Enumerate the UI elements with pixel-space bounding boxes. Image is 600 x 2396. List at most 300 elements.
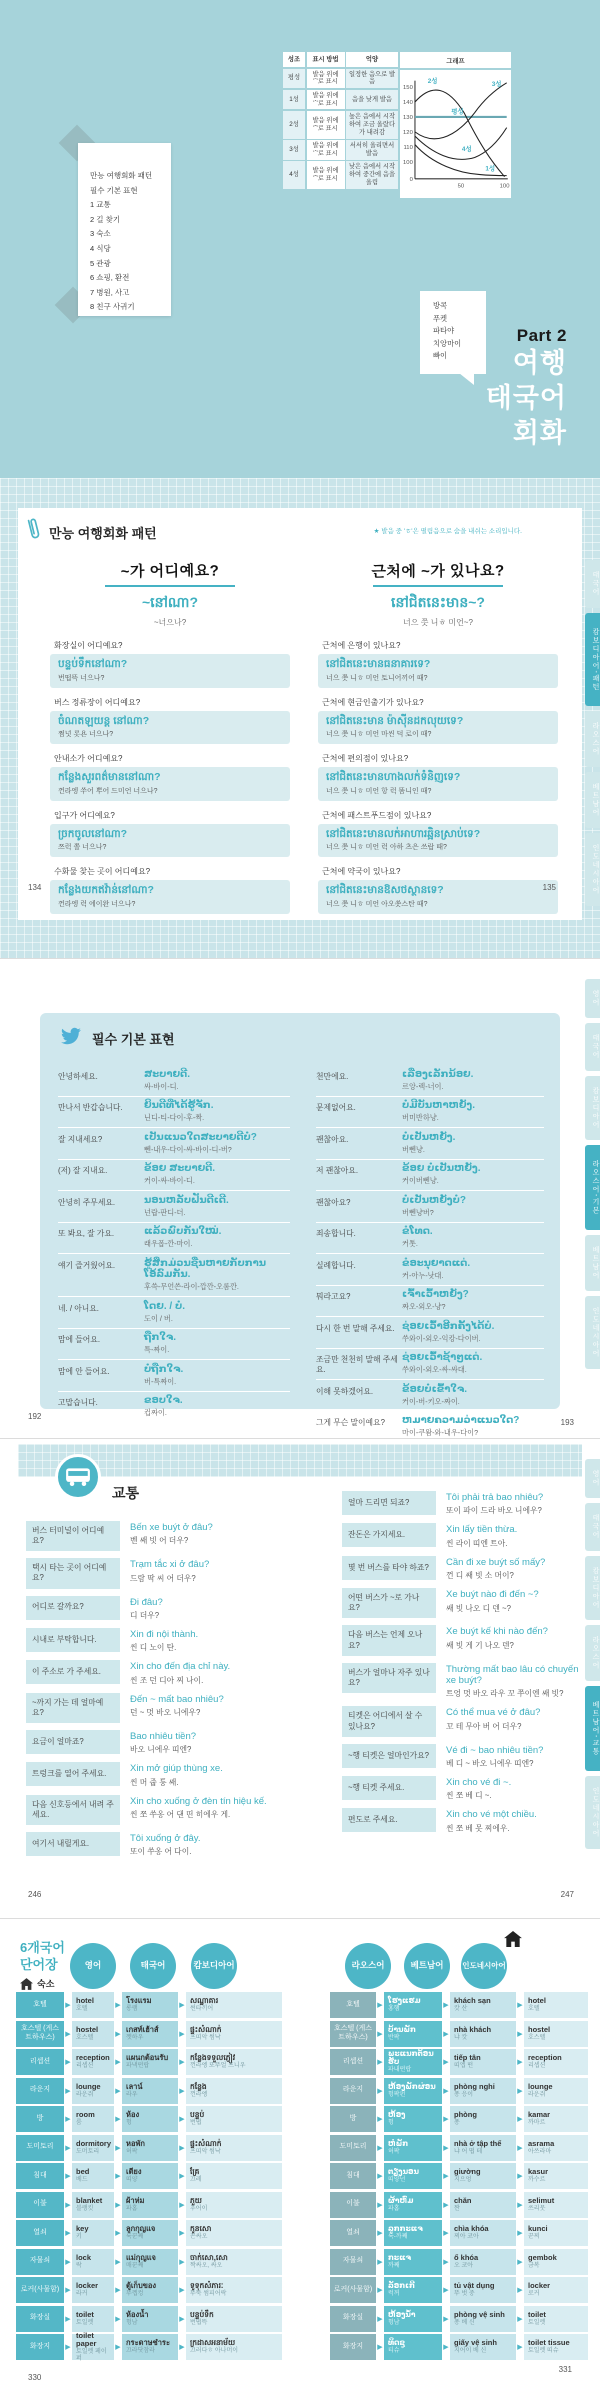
phrase-native: ບໍ່ມີບັນຫາຫຍັງ.: [402, 1100, 476, 1111]
tone-desc-cell: 일정한 음으로 발음: [346, 69, 398, 89]
arrow-icon: ▶: [65, 2002, 71, 2009]
vocab-cell: [450, 2049, 516, 2075]
vocab-word: ລູກກະແຈ: [388, 2224, 423, 2234]
vocab-pron: 리셉션: [528, 2063, 546, 2070]
vocab-pron: 허팍: [388, 2148, 400, 2155]
phrase-native: ເຈົ້າເວົ້າຫຍັງ?: [402, 1289, 469, 1300]
arrow-icon: ▶: [179, 2002, 185, 2009]
phrase-korean-box: ~까지 가는 데 얼마예요?: [26, 1693, 120, 1723]
vocab-pron: 꾼찌: [528, 2234, 540, 2241]
phrase-item: [318, 753, 558, 801]
vocab-cell: [450, 2163, 516, 2189]
phrase-pron: 쌔 빗 게 기 나오 덴?: [446, 1640, 514, 1650]
vocab-cell: [122, 1992, 178, 2018]
edge-tab-영어: 영어: [585, 979, 600, 1018]
vocab-cell: [384, 2106, 442, 2132]
phrase-item: [50, 810, 290, 858]
phrase-native: Thường mất bao lâu có chuyến xe buýt?: [446, 1663, 579, 1687]
vocab-cell: [384, 2163, 442, 2189]
vocab-pron: 끄러다ㅎ 아나머이: [190, 2348, 239, 2355]
phrase-native: ເລື່ອງເລັກນ້ອຍ.: [402, 1068, 474, 1080]
phrase-pron: 씬 조 던 디아 찌 나이.: [130, 1675, 204, 1685]
vocab-pron: 끄라닷참라: [126, 2348, 155, 2355]
phrase-row: [58, 1297, 290, 1329]
arrow-icon: ▶: [377, 2230, 383, 2237]
phrase-korean: 네. / 아니요.: [58, 1303, 99, 1313]
arrow-icon: ▶: [65, 2116, 71, 2123]
phrase-korean-box: 편도로 주세요.: [342, 1808, 436, 1832]
vocab-pron: 파내떤랍: [388, 2067, 412, 2074]
vocab-cell: [186, 2249, 282, 2275]
vocab-word: lock: [76, 2252, 92, 2262]
phrase-native: ចំណតឡយន្ត នៅណា?: [58, 714, 150, 727]
arrow-icon: ▶: [377, 2002, 383, 2009]
vocab-pron: 까수르: [528, 2177, 546, 2184]
part-title-block: [486, 326, 567, 451]
phrase-korean: 뭐라고요?: [316, 1292, 351, 1301]
vocab-row: [16, 2330, 282, 2362]
arrow-icon: ▶: [443, 2315, 449, 2323]
phrase-pron: 커이버뻰냥.: [402, 1176, 439, 1185]
tone-table-header: 억양: [346, 52, 398, 67]
phrase-row: [26, 1730, 294, 1755]
vocab-row: [330, 2277, 588, 2303]
vocab-korean: 화장지: [330, 2334, 376, 2360]
phrase-pron: 버뻰냥버?: [402, 1207, 434, 1217]
vocab-word: ភួយ: [190, 2195, 202, 2205]
phrase-row: [342, 1663, 580, 1700]
vocab-korean: 화장실: [330, 2306, 376, 2332]
page-number: 247: [560, 1890, 574, 1899]
phrase-translation: [130, 1795, 267, 1820]
pattern-header-pron: 너으 쯧 니ㅎ 미언~?: [403, 618, 473, 627]
phrase-row: [316, 1317, 544, 1349]
phrase-korean: 근처에 편의점이 있나요?: [322, 754, 409, 764]
arrow-icon: ▶: [65, 2230, 71, 2237]
vocab-cell: [122, 2220, 178, 2246]
vocab-word: hotel: [528, 1996, 546, 2006]
vocab-cell: [450, 2021, 516, 2047]
phrase-native: ຂໍໂທດ.: [402, 1226, 433, 1237]
vocab-cell: [186, 2078, 282, 2104]
vocab-cell: [72, 2220, 114, 2246]
vocab-word: blanket: [76, 2195, 103, 2205]
part-title-line: 회화: [512, 418, 567, 448]
phrase-row: [342, 1523, 580, 1548]
vocab-word: ຜ້າຫົ່ມ: [388, 2195, 414, 2205]
phrase-native: ແລ້ວພົບກັນໃໝ່.: [144, 1226, 222, 1237]
vocab-pron: 띠엡 떤: [454, 2063, 474, 2070]
vocab-row: [16, 2306, 282, 2332]
phrase-pron: 르앙-렉-너이.: [402, 1081, 444, 1091]
phrase-translation: [144, 1258, 290, 1293]
vocab-pron: 뚜 벗 중: [454, 2291, 475, 2298]
header-band: [18, 1444, 582, 1477]
vocab-pron: 퐁 응이: [454, 2091, 474, 2098]
arrow-icon: ▶: [377, 2030, 383, 2038]
vocab-cell: [186, 2334, 282, 2360]
vocab-row: [16, 2049, 282, 2075]
phrase-korean: 입구가 어디예요?: [54, 810, 115, 820]
tone-mark-cell: 발음 위에 'ˉ'로 표시: [307, 69, 345, 89]
bubble-line: 빠이: [433, 351, 448, 361]
phrase-korean: 문제없어요.: [316, 1103, 356, 1112]
vocab-row: [330, 2021, 588, 2047]
phrase-row: [316, 1065, 544, 1097]
vocab-cell: [72, 2330, 114, 2362]
phrase-row: [58, 1254, 290, 1297]
phrase-pron: 디 더우?: [130, 1610, 160, 1620]
page-surface: [18, 508, 582, 920]
vocab-pron: 룩-까째: [388, 2234, 408, 2241]
phrase-korean-box: 요금이 얼마죠?: [26, 1730, 120, 1754]
phrase-pron: 쩜넛 롯욘 너으나?: [58, 731, 114, 739]
phrase-native: Tôi phải trả bao nhiêu?: [446, 1492, 544, 1503]
vocab-row: [16, 2163, 282, 2189]
phrase-translation: [402, 1226, 433, 1249]
phrase-pron: 던 ~ 멋 바오 니에우?: [130, 1708, 201, 1718]
page-number: 331: [558, 2365, 572, 2374]
vocab-pron: 금복: [528, 2262, 540, 2269]
phrase-box: [318, 767, 558, 801]
vocab-pron: 썬타끼어: [190, 2006, 214, 2013]
phrase-pron: 또이 파이 드라 바오 니에우?: [446, 1506, 542, 1516]
vocab-word: key: [76, 2224, 89, 2234]
phrase-native: ຂອບໃຈ.: [144, 1395, 183, 1406]
header-underline: [373, 585, 503, 587]
vocab-word: แผนกต้อนรับ: [126, 2053, 169, 2063]
vocab-row: [330, 1992, 588, 2018]
tone-mark-cell: 발음 위에 'ˊ'로 표시: [307, 140, 345, 160]
vocab-cell: [122, 2277, 178, 2303]
phrase-korean-box: 티켓은 어디에서 살 수 있나요?: [342, 1706, 436, 1736]
phrase-native: Xin lấy tiền thừa.: [446, 1524, 518, 1536]
phrase-korean: 맘에 들어요.: [58, 1335, 100, 1344]
vocab-word: ổ khóa: [454, 2252, 479, 2262]
phrase-pron: 베 디 ~ 바오 니에우 띠엔?: [446, 1759, 534, 1769]
vocab-cell: [186, 2021, 282, 2047]
phrase-korean: 근처에 패스트푸드점이 있나요?: [322, 810, 432, 820]
phrase-native: Vé đi ~ bao nhiêu tiền?: [446, 1744, 544, 1756]
vocab-cell: [122, 2078, 178, 2104]
tone-mark-cell: 발음 위에 'ˇ'로 표시: [307, 161, 345, 189]
arrow-icon: ▶: [517, 2344, 523, 2351]
contents-line: 8 친구 사귀기: [90, 302, 135, 312]
tone-graph-header: 그래프: [400, 52, 511, 68]
phrase-pron: 꼬 테 무아 버 어 더우?: [446, 1721, 522, 1731]
phrase-row: [316, 1128, 544, 1160]
phrase-korean-box: 버스 터미널이 어디예요?: [26, 1521, 120, 1551]
basic-column-right: [316, 1065, 544, 1439]
vocab-cell: [186, 2192, 282, 2218]
phrase-translation: [402, 1289, 469, 1312]
vocab-pron: 라우: [126, 2091, 138, 2098]
phrase-korean-box: 몇 번 버스를 타야 하죠?: [342, 1556, 436, 1580]
phrase-pron: 도이 / 버.: [144, 1313, 173, 1323]
phrase-native: ບໍ່ຖືກໃຈ.: [144, 1363, 184, 1375]
vocab-cell: [524, 2306, 588, 2332]
phrase-row: [342, 1491, 580, 1516]
phrase-row: [316, 1254, 544, 1286]
vocab-word: ตู้เก็บของ: [126, 2281, 157, 2291]
vocab-cell: [450, 2277, 516, 2303]
arrow-icon: ▶: [443, 2087, 449, 2095]
vocab-pron: 껀라엥 또뚜얼 프니우: [190, 2063, 246, 2070]
phrase-pron: 벤 쌔 빗 어 더우?: [130, 1536, 189, 1546]
phrase-pron: 컵짜이.: [144, 1408, 167, 1417]
vocab-word: ទូទុកសំភារៈ: [190, 2281, 224, 2291]
contents-line: 필수 기본 표현: [90, 185, 138, 195]
pattern-header-native: ~នៅណា?: [141, 594, 199, 610]
vocab-pron: 뚜뚝 썸피어락: [190, 2291, 227, 2298]
transport-column-right: [342, 1491, 580, 1841]
vocab-word: เกสท์เฮ้าส์: [126, 2024, 159, 2034]
vocab-pron: 토일렛 띠슈: [528, 2348, 559, 2355]
vocab-pron: 띠양넌: [388, 2177, 406, 2184]
phrase-native: Xe buýt nào đi đến ~?: [446, 1589, 539, 1601]
phrase-box: [50, 767, 290, 801]
vocab-cell: [524, 1992, 588, 2018]
pattern-header-pron: ~너으나?: [153, 618, 187, 627]
phrase-box: [318, 824, 558, 858]
curve-label: 3성: [491, 80, 502, 88]
vocab-row: [330, 2220, 588, 2246]
pattern-column-left: [50, 560, 290, 923]
pattern-column-right: [318, 560, 558, 923]
vocab-word: asrama: [528, 2138, 555, 2148]
phrase-pron: 버미반하냥.: [402, 1113, 439, 1122]
phrase-native: Xe buýt kế khi nào đến?: [446, 1626, 548, 1638]
phrase-korean: 이해 못하겠어요.: [316, 1386, 374, 1396]
vocab-word: បន្ទប់ទឹក: [190, 2309, 214, 2319]
phrase-pron: 커-아누-낫대.: [402, 1270, 444, 1280]
pattern-header-native: នៅជិតនេះមាន~?: [391, 594, 485, 610]
phrase-row: [26, 1660, 294, 1685]
phrase-translation: [446, 1744, 543, 1769]
section-title: 만능 여행회화 패턴: [49, 525, 157, 541]
graph-y-tick: 140: [403, 99, 413, 106]
tone-graph: [400, 70, 511, 198]
vocab-pron: 짠: [454, 2205, 460, 2212]
vocab-word: toilet: [528, 2309, 546, 2319]
page-number: 192: [28, 1412, 42, 1421]
vocab-pron: 헝: [126, 2120, 132, 2127]
part-label: Part 2: [516, 326, 567, 345]
edge-tab-라오스어: 라오스어: [585, 711, 600, 767]
phrase-korean-box: 이 주소로 가 주세요.: [26, 1660, 120, 1684]
arrow-icon: ▶: [179, 2173, 185, 2180]
phrase-row: [342, 1808, 580, 1833]
phrase-native: បន្ទប់ទឹកនៅណា?: [58, 658, 128, 670]
vocab-pron: 냐 캇: [454, 2034, 468, 2041]
phrase-korean-box: 잔돈은 가지세요.: [342, 1523, 436, 1547]
vocab-word: ក្រដាសអនាម័យ: [190, 2338, 236, 2348]
wordbook-title: [20, 1939, 65, 1973]
vocab-word: locker: [528, 2281, 551, 2291]
vocab-row: [16, 2078, 282, 2104]
arrow-icon: ▶: [517, 2230, 523, 2237]
vocab-word: ลูกกุญแจ: [126, 2224, 156, 2234]
graph-y-tick: 110: [403, 144, 413, 151]
vocab-cell: [524, 2163, 588, 2189]
graph-y-tick: 130: [403, 114, 413, 121]
vocab-word: កន្លែងទទួលភ្ញៀវ: [190, 2053, 236, 2063]
phrase-pron: 너으 쯧 니ㅎ 미언 마씬 덕 로이 때?: [326, 731, 432, 739]
vocab-pron: 반팍: [388, 2034, 400, 2041]
arrow-icon: ▶: [115, 2315, 121, 2323]
vocab-korean: 호스텔 (게스트하우스): [330, 2021, 376, 2047]
phrase-pron: 씬 라이 띠엔 트아.: [446, 1538, 508, 1548]
curve-label: 평성: [451, 108, 464, 116]
phrase-translation: [144, 1100, 213, 1123]
vocab-row: [16, 2135, 282, 2161]
arrow-icon: ▶: [517, 2030, 523, 2038]
phrase-native: ຂ້ອຍບໍ່ເຂົ້າໃຈ.: [402, 1383, 468, 1395]
arrow-icon: ▶: [65, 2087, 71, 2095]
page-number: 134: [28, 883, 42, 892]
phrase-pron: 닌디-티-다이-후-짝.: [144, 1113, 205, 1122]
vocab-word: dormitory: [76, 2138, 112, 2148]
vocab-word: โรงแรม: [126, 1996, 152, 2006]
vocab-korean: 리셉션: [330, 2049, 376, 2075]
tone-mark-cell: 발음 위에 'ˋ'로 표시: [307, 90, 345, 110]
phrase-korean: 괜찮아요?: [316, 1197, 351, 1207]
phrase-korean-box: 다음 버스는 언제 오나요?: [342, 1625, 436, 1655]
phrase-native: ຂໍອະນຸຍາດແດ່.: [402, 1257, 471, 1269]
vocab-pron: 번떱뜩: [190, 2319, 208, 2326]
vocab-pron: 헝남: [126, 2319, 138, 2326]
phrase-row: [26, 1795, 294, 1825]
phrase-item: [318, 640, 558, 688]
house-icon: [20, 1978, 33, 1990]
arrow-icon: ▶: [115, 2230, 121, 2237]
phrase-korean: 근처에 약국이 있나요?: [322, 867, 401, 877]
vocab-cell: [122, 2163, 178, 2189]
vocab-korean: 이불: [16, 2192, 64, 2218]
phrase-translation: [446, 1556, 545, 1581]
spread-vocabulary: [0, 1918, 600, 2396]
vocab-table-right: [330, 1992, 588, 2363]
hero-cover: [0, 0, 600, 478]
phrase-native: ເປັນແນວໃດສະບາຍດີບໍ່?: [144, 1131, 257, 1143]
phrase-native: ນອນຫລັບຝັນດີເດີ.: [144, 1194, 229, 1206]
vocab-word: giường: [454, 2167, 481, 2177]
phrase-pron: 씬 쪼 베 디 ~.: [446, 1791, 492, 1801]
phrase-row: [316, 1412, 544, 1440]
phrase-native: Xin đi nội thành.: [130, 1628, 199, 1640]
bubble-line: 파타야: [433, 326, 455, 336]
vocab-cell: [384, 2192, 442, 2218]
curve-label: 4성: [461, 145, 472, 153]
wordbook-title-line: 6개국어: [20, 1940, 65, 1955]
phrase-korean-box: 여기서 내릴게요.: [26, 1832, 120, 1856]
tone-name-cell: 3성: [283, 140, 305, 160]
edge-tab-라오스어: 라오스어: [585, 1625, 600, 1681]
part-title-line: 태국어: [485, 383, 567, 413]
vocab-cell: [72, 2192, 114, 2218]
vocab-word: กระดาษชำระ: [126, 2338, 170, 2348]
vocab-pron: 호스텔: [76, 2034, 94, 2041]
vocab-korean: 호스텔 (게스트하우스): [16, 2021, 64, 2047]
vocab-word: เลาน์: [126, 2081, 143, 2091]
vocab-pron: 헝: [388, 2120, 394, 2127]
header-underline: [105, 585, 235, 587]
phrase-pron: 껀 디 쌔 빗 소 머이?: [446, 1571, 514, 1581]
vocab-cell: [72, 2277, 114, 2303]
phrase-native: នៅជិតនេះមាន ម៉ាស៊ីនដកលុយទេ?: [326, 714, 464, 727]
tone-desc-cell: 높은 음에서 시작하여 조금 올랐다가 내려감: [346, 111, 398, 139]
phrase-native: ຍິນດີທີ່ໄດ້ຮູ້ຈັກ.: [144, 1100, 214, 1111]
vocab-word: ກະແຈ: [388, 2252, 412, 2262]
arrow-icon: ▶: [179, 2144, 185, 2152]
phrase-box: [318, 880, 558, 914]
vocab-cell: [72, 2306, 114, 2332]
vocab-cell: [186, 2106, 282, 2132]
contents-line: 1 교통: [90, 200, 111, 210]
page-number: 193: [560, 1418, 574, 1427]
vocab-word: toilet tissue: [528, 2338, 570, 2348]
vocab-cell: [122, 2021, 178, 2047]
phrase-translation: [144, 1301, 185, 1324]
phrase-korean: 또 봐요, 잘 가요.: [58, 1229, 115, 1238]
phrase-row: [342, 1625, 580, 1655]
arrow-icon: ▶: [115, 2059, 121, 2066]
phrase-row: [316, 1097, 544, 1129]
page-number: 330: [28, 2373, 42, 2382]
phrase-native: Có thể mua vé ở đâu?: [446, 1707, 541, 1719]
vocab-cell: [186, 1992, 282, 2018]
graph-x-tick: 100: [499, 182, 510, 189]
vocab-word: hostel: [528, 2024, 551, 2034]
arrow-icon: ▶: [377, 2344, 383, 2351]
phrase-native: Xin cho đến địa chỉ này.: [130, 1661, 231, 1673]
arrow-icon: ▶: [377, 2201, 383, 2209]
vocab-word: សណ្ឋាគារ: [190, 1996, 219, 2006]
phrase-translation: [446, 1776, 511, 1801]
vocab-korean: 화장지: [16, 2334, 64, 2360]
tone-table: [283, 52, 397, 189]
vocab-cell: [186, 2135, 282, 2161]
arrow-icon: ▶: [443, 2059, 449, 2066]
vocab-pron: 로커: [528, 2291, 540, 2298]
vocab-cell: [450, 2106, 516, 2132]
arrow-icon: ▶: [517, 2116, 523, 2123]
edge-tab-인도네시아어: 인도네시아어: [585, 833, 600, 906]
section-title: 교통: [112, 1485, 140, 1501]
phrase-translation: [402, 1132, 455, 1155]
vocab-cell: [72, 2078, 114, 2104]
phrase-pron: 싸-바이-디.: [144, 1081, 179, 1091]
vocab-cell: [450, 2334, 516, 2360]
vocab-word: nhà khách: [454, 2024, 492, 2034]
bubble-line: 방콕: [433, 301, 448, 310]
arrow-icon: ▶: [517, 2002, 523, 2009]
vocab-cell: [524, 2106, 588, 2132]
phrase-translation: [130, 1693, 224, 1718]
phrase-native: នៅជិតនេះមានធនាគារទេ?: [326, 658, 431, 670]
phrase-row: [26, 1832, 294, 1857]
phrase-translation: [130, 1628, 198, 1653]
vocab-word: ចាក់សោ,សោ: [190, 2252, 228, 2262]
phrase-native: កន្លែងយកឥវ៉ាន់នៅណា?: [58, 884, 154, 897]
edge-tabs: [582, 560, 600, 911]
vocab-word: reception: [76, 2053, 110, 2063]
phrase-pron: 넌랍-판디-더.: [144, 1207, 186, 1217]
vocab-pron: 허팍: [126, 2148, 138, 2155]
edge-tab-캄보디아어: 캄보디아어: [585, 1076, 600, 1141]
phrase-row: [342, 1706, 580, 1736]
vocab-korean: 열쇠: [330, 2220, 376, 2246]
